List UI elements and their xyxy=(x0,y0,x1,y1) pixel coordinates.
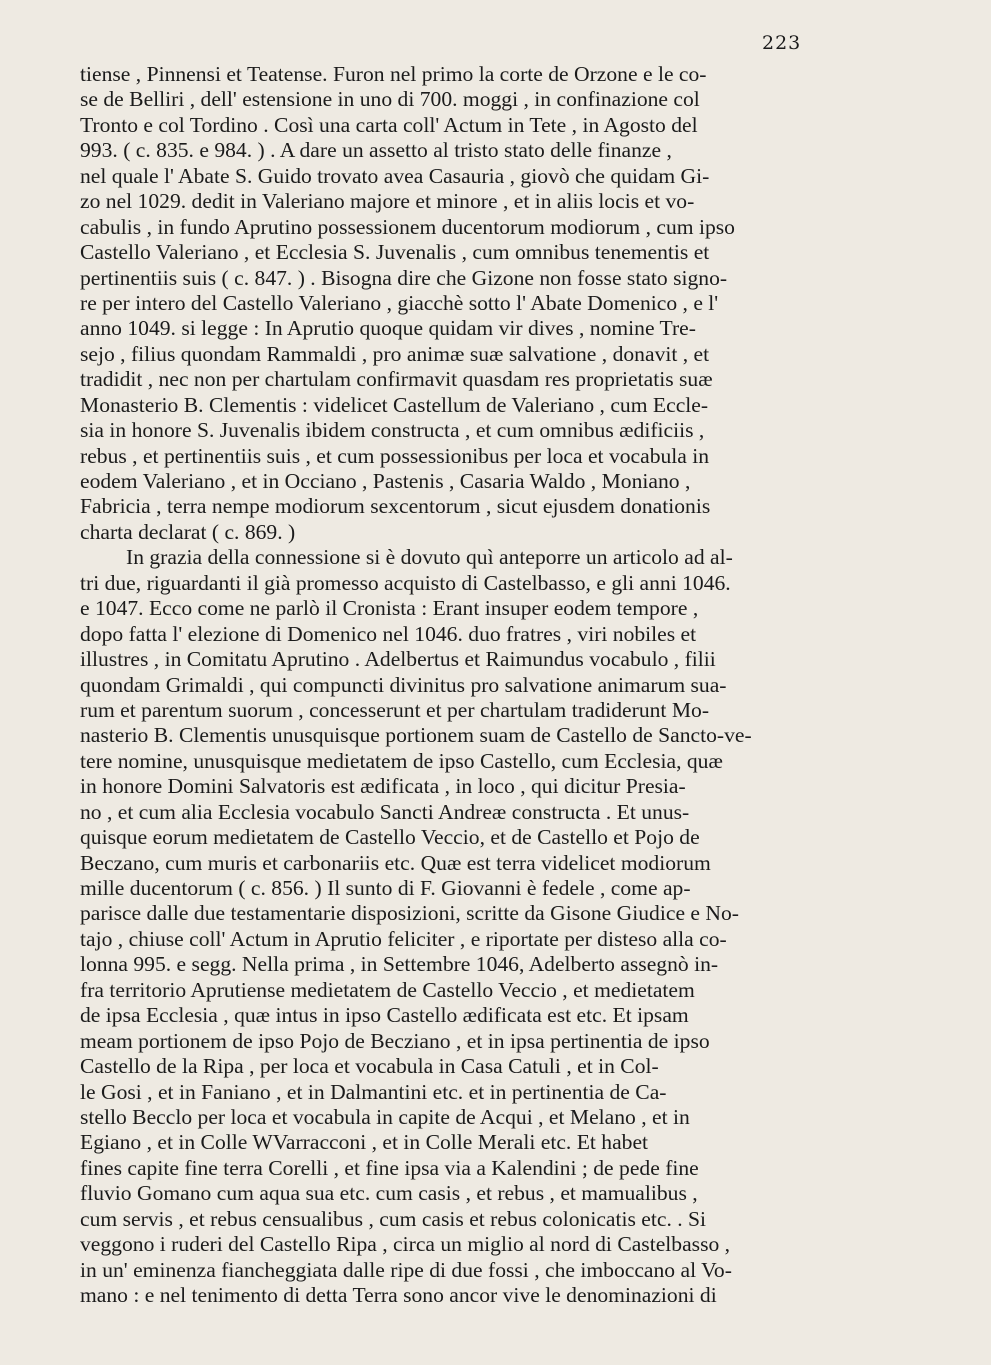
text-line: fluvio Gomano cum aqua sua etc. cum casis , et rebus , et mamualibus , xyxy=(80,1181,698,1206)
text-line: fines capite fine terra Corelli , et fine ipsa via a Kalendini ; de pede fine xyxy=(80,1155,699,1180)
text-line: le Gosi , et in Faniano , et in Dalmantini etc. et in pertinentia de Ca- xyxy=(80,1079,667,1104)
text-line: fra territorio Aprutiense medietatem de Castello Veccio , et medietatem xyxy=(80,977,695,1002)
text-line: tri due, riguardanti il già promesso acquisto di Castelbasso, e gli anni 1046. xyxy=(80,570,731,595)
text-line: de ipsa Ecclesia , quæ intus in ipso Castello ædificata est etc. Et ipsam xyxy=(80,1003,689,1028)
text-line: cum servis , et rebus censualibus , cum casis et rebus colonicatis etc. . Si xyxy=(80,1206,707,1231)
text-line: tajo , chiuse coll' Actum in Aprutio feliciter , e riportate per disteso alla co- xyxy=(80,926,727,951)
text-line: nel quale l' Abate S. Guido trovato avea Casauria , giovò che quidam Gi- xyxy=(80,163,710,188)
text-line: zo nel 1029. dedit in Valeriano majore et minore , et in aliis locis et vo- xyxy=(80,189,695,214)
text-line: charta declarat ( c. 869. ) xyxy=(80,519,296,544)
text-line: e 1047. Ecco come ne parlò il Cronista : Erant insuper eodem tempore , xyxy=(80,596,699,621)
text-line: lonna 995. e segg. Nella prima , in Settembre 1046, Adelberto assegnò in- xyxy=(80,952,719,977)
text-line: cabulis , in fundo Aprutino possessionem ducentorum modiorum , cum ipso xyxy=(80,214,735,239)
text-line: veggono i ruderi del Castello Ripa , circa un miglio al nord di Castelbasso , xyxy=(80,1232,731,1257)
text-line: nasterio B. Clementis unusquisque portionem suam de Castello de Sancto-ve- xyxy=(80,723,752,748)
text-line: pertinentiis suis ( c. 847. ) . Bisogna dire che Gizone non fosse stato signo- xyxy=(80,265,728,290)
text-line: anno 1049. si legge : In Aprutio quoque quidam vir dives , nomine Tre- xyxy=(80,316,696,341)
text-line: stello Becclo per loca et vocabula in capite de Acqui , et Melano , et in xyxy=(80,1104,690,1129)
text-line: in un' eminenza fiancheggiata dalle ripe di due fossi , che imboccano al Vo- xyxy=(80,1257,732,1282)
text-line: quisque eorum medietatem de Castello Veccio, et de Castello et Pojo de xyxy=(80,825,700,850)
text-line: parisce dalle due testamentarie disposizioni, scritte da Gisone Giudice e No- xyxy=(80,901,739,926)
text-line: in honore Domini Salvatoris est ædificata , in loco , qui dicitur Presia- xyxy=(80,774,686,799)
text-line: Monasterio B. Clementis : videlicet Castellum de Valeriano , cum Eccle- xyxy=(80,392,709,417)
text-line: sejo , filius quondam Rammaldi , pro animæ suæ salvatione , donavit , et xyxy=(80,341,710,366)
body-text xyxy=(80,62,870,1308)
text-line: Beczano, cum muris et carbonariis etc. Quæ est terra videlicet modiorum xyxy=(80,850,711,875)
text-line: Castello Valeriano , et Ecclesia S. Juvenalis , cum omnibus tenementis et xyxy=(80,240,710,265)
text-line: Fabricia , terra nempe modiorum sexcentorum , sicut ejusdem donationis xyxy=(80,494,711,519)
text-line: Egiano , et in Colle WVarracconi , et in Colle Merali etc. Et habet xyxy=(80,1130,649,1155)
text-line: tiense , Pinnensi et Teatense. Furon nel primo la corte de Orzone e le co- xyxy=(80,62,707,86)
text-line: rebus , et pertinentiis suis , et cum possessionibus per loca et vocabula in xyxy=(80,443,710,468)
text-line: se de Belliri , dell' estensione in uno di 700. moggi , in confinazione col xyxy=(80,87,700,112)
text-line: tere nomine, unusquisque medietatem de ipso Castello, cum Ecclesia, quæ xyxy=(80,748,723,773)
text-line: quondam Grimaldi , qui compuncti divinitus pro salvatione animarum sua- xyxy=(80,672,727,697)
text-line: eodem Valeriano , et in Occiano , Pastenis , Casaria Waldo , Moniano , xyxy=(80,469,691,493)
text-line: meam portionem de ipso Pojo de Becziano , et in ipsa pertinentia de ipso xyxy=(80,1028,710,1053)
text-line: mille ducentorum ( c. 856. ) Il sunto di F. Giovanni è fedele , come ap- xyxy=(80,876,691,900)
paragraph-start-line: In grazia della connessione si è dovuto quì anteporre un articolo ad al- xyxy=(126,545,733,570)
text-line: Castello de la Ripa , per loca et vocabula in Casa Catuli , et in Col- xyxy=(80,1054,659,1079)
text-line: no , et cum alia Ecclesia vocabulo Sancti Andreæ constructa . Et unus- xyxy=(80,799,690,824)
text-line: mano : e nel tenimento di detta Terra sono ancor vive le denominazioni di xyxy=(80,1283,717,1307)
page-number: 223 xyxy=(762,32,802,54)
text-line: illustres , in Comitatu Aprutino . Adelbertus et Raimundus vocabulo , filii xyxy=(80,647,716,672)
text-line: sia in honore S. Juvenalis ibidem constructa , et cum omnibus ædificiis , xyxy=(80,418,705,443)
text-line: rum et parentum suorum , concesserunt et per chartulam tradiderunt Mo- xyxy=(80,697,710,722)
text-line: tradidit , nec non per chartulam confirmavit quasdam res proprietatis suæ xyxy=(80,367,713,392)
text-line: Tronto e col Tordino . Così una carta coll' Actum in Tete , in Agosto del xyxy=(80,112,698,137)
text-line: 993. ( c. 835. e 984. ) . A dare un assetto al tristo stato delle finanze , xyxy=(80,138,672,163)
text-line: dopo fatta l' elezione di Domenico nel 1046. duo fratres , viri nobiles et xyxy=(80,621,697,646)
text-line: re per intero del Castello Valeriano , giacchè sotto l' Abate Domenico , e l' xyxy=(80,290,719,315)
